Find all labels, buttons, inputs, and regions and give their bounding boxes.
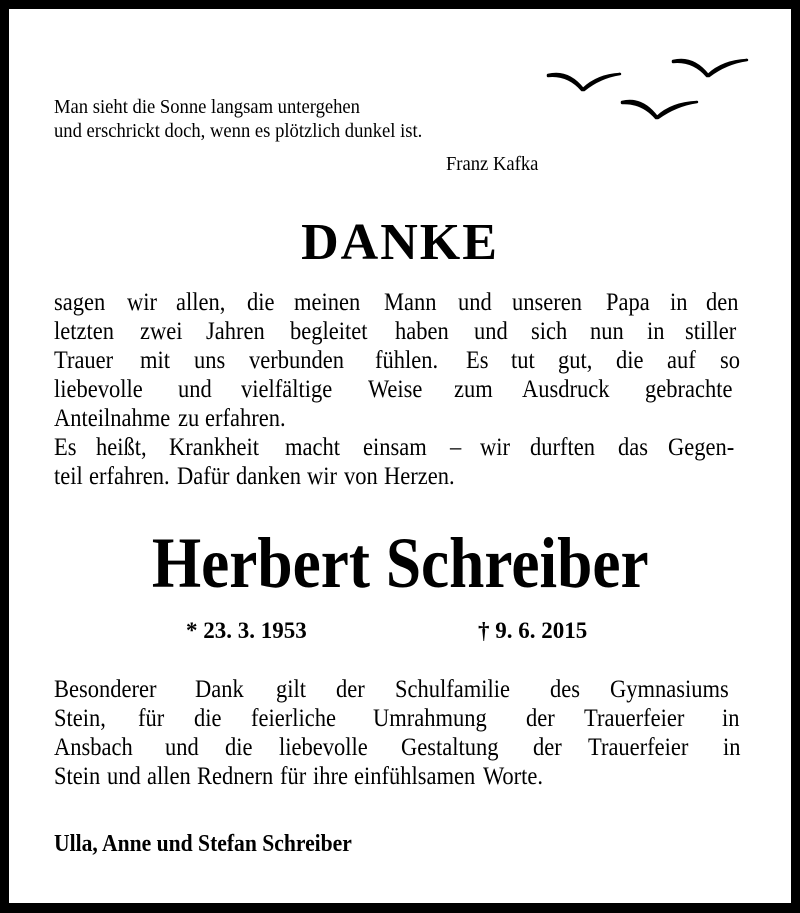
word: die [616, 347, 644, 374]
word: Dank [194, 676, 244, 703]
word: und [164, 734, 199, 761]
word: in [670, 289, 688, 316]
word: allen [146, 763, 191, 790]
word: Worte. [482, 763, 543, 790]
word: Herzen. [383, 463, 455, 490]
word: und [474, 318, 508, 345]
word: Trauerfeier [587, 734, 689, 761]
word: Papa [605, 289, 650, 316]
quote-line-1: Man sieht die Sonne langsam untergehen [54, 96, 360, 118]
paragraph-line [54, 433, 742, 462]
word: einsam [362, 434, 427, 461]
paragraph-line [54, 288, 742, 317]
paragraph-line [54, 733, 742, 762]
word: Weise [367, 376, 423, 403]
word: Trauer [54, 347, 114, 374]
word: Gegen- [668, 434, 735, 461]
word: die [225, 734, 253, 761]
paragraph-line [54, 404, 742, 433]
word: der [525, 705, 555, 732]
word: wir [479, 434, 510, 461]
word: zu [177, 405, 199, 432]
death-date: † 9. 6. 2015 [478, 618, 588, 643]
word: des [549, 676, 580, 703]
word: das [618, 434, 649, 461]
thanks-paragraph [54, 288, 742, 491]
word: erfahren. [205, 405, 286, 432]
word: fühlen. [374, 347, 439, 374]
word: letzten [54, 318, 114, 345]
word: Ausdruck [522, 376, 610, 403]
word: den [705, 289, 739, 316]
word: Es [465, 347, 489, 374]
word: – [450, 434, 462, 461]
word: erfahren. [89, 463, 170, 490]
deceased-name-text: Herbert Schreiber [151, 523, 649, 603]
deceased-name [0, 523, 800, 603]
word: und [458, 289, 492, 316]
word: Rednern [197, 763, 274, 790]
word: Dafür [176, 463, 230, 490]
word: Schulfamilie [395, 676, 510, 703]
birds-icon [540, 50, 760, 130]
word: nun [589, 318, 624, 345]
word: von [343, 463, 378, 490]
word: liebevolle [54, 376, 143, 403]
quote-author: Franz Kafka [445, 153, 538, 175]
word: Jahren [205, 318, 265, 345]
word: vielfältige [240, 376, 333, 403]
word: durften [529, 434, 595, 461]
paragraph-line [54, 704, 742, 733]
heading-danke: DANKE [301, 214, 499, 271]
word: in [722, 705, 740, 732]
word: verbunden [249, 347, 345, 374]
paragraph-line [54, 317, 742, 346]
word: wir [307, 463, 338, 490]
word: ihre [312, 763, 348, 790]
word: danken [235, 463, 301, 490]
word: in [646, 318, 665, 345]
paragraph-line [54, 375, 742, 404]
word: so [719, 347, 740, 374]
word: der [532, 734, 562, 761]
word: gut, [557, 347, 593, 374]
word: auf [667, 347, 697, 374]
word: Stein, [54, 705, 106, 732]
word: einfühlsamen [354, 763, 476, 790]
word: zum [453, 376, 493, 403]
word: haben [395, 318, 450, 345]
word: uns [193, 347, 226, 374]
word: tut [510, 347, 535, 374]
paragraph-line [54, 762, 742, 791]
birth-date: * 23. 3. 1953 [186, 618, 307, 643]
word: feierliche [251, 705, 337, 732]
word: Stein [54, 763, 101, 790]
word: heißt, [95, 434, 147, 461]
word: gebrachte [644, 376, 733, 403]
word: unseren [511, 289, 582, 316]
word: liebevolle [279, 734, 368, 761]
paragraph-line [54, 346, 742, 375]
word: für [280, 763, 307, 790]
word: Krankheit [168, 434, 259, 461]
word: Ansbach [54, 734, 133, 761]
word: der [336, 676, 365, 703]
word: allen, [176, 289, 226, 316]
word: zwei [139, 318, 183, 345]
word: Trauerfeier [584, 705, 685, 732]
special-thanks-paragraph [54, 675, 742, 791]
word: Es [54, 434, 77, 461]
word: in [722, 734, 741, 761]
word: und [178, 376, 212, 403]
word: wir [127, 289, 158, 316]
word: macht [285, 434, 341, 461]
word: die [247, 289, 275, 316]
paragraph-line [54, 462, 742, 491]
word: teil [54, 463, 83, 490]
word: sagen [54, 289, 106, 316]
word: Mann [383, 289, 437, 316]
word: meinen [294, 289, 361, 316]
word: für [138, 705, 165, 732]
word: Gestaltung [401, 734, 499, 761]
paragraph-line [54, 675, 742, 704]
word: Besonderer [54, 676, 157, 703]
quote-line-2: und erschrickt doch, wenn es plötzlich dunkel ist. [54, 120, 423, 142]
word: Gymnasiums [609, 676, 729, 703]
word: die [194, 705, 222, 732]
word: Umrahmung [372, 705, 487, 732]
word: Anteilnahme [54, 405, 171, 432]
word: mit [140, 347, 171, 374]
word: stiller [685, 318, 737, 345]
word: begleitet [290, 318, 368, 345]
signature: Ulla, Anne und Stefan Schreiber [54, 831, 352, 857]
word: gilt [275, 676, 306, 703]
word: und [106, 763, 141, 790]
word: sich [530, 318, 567, 345]
